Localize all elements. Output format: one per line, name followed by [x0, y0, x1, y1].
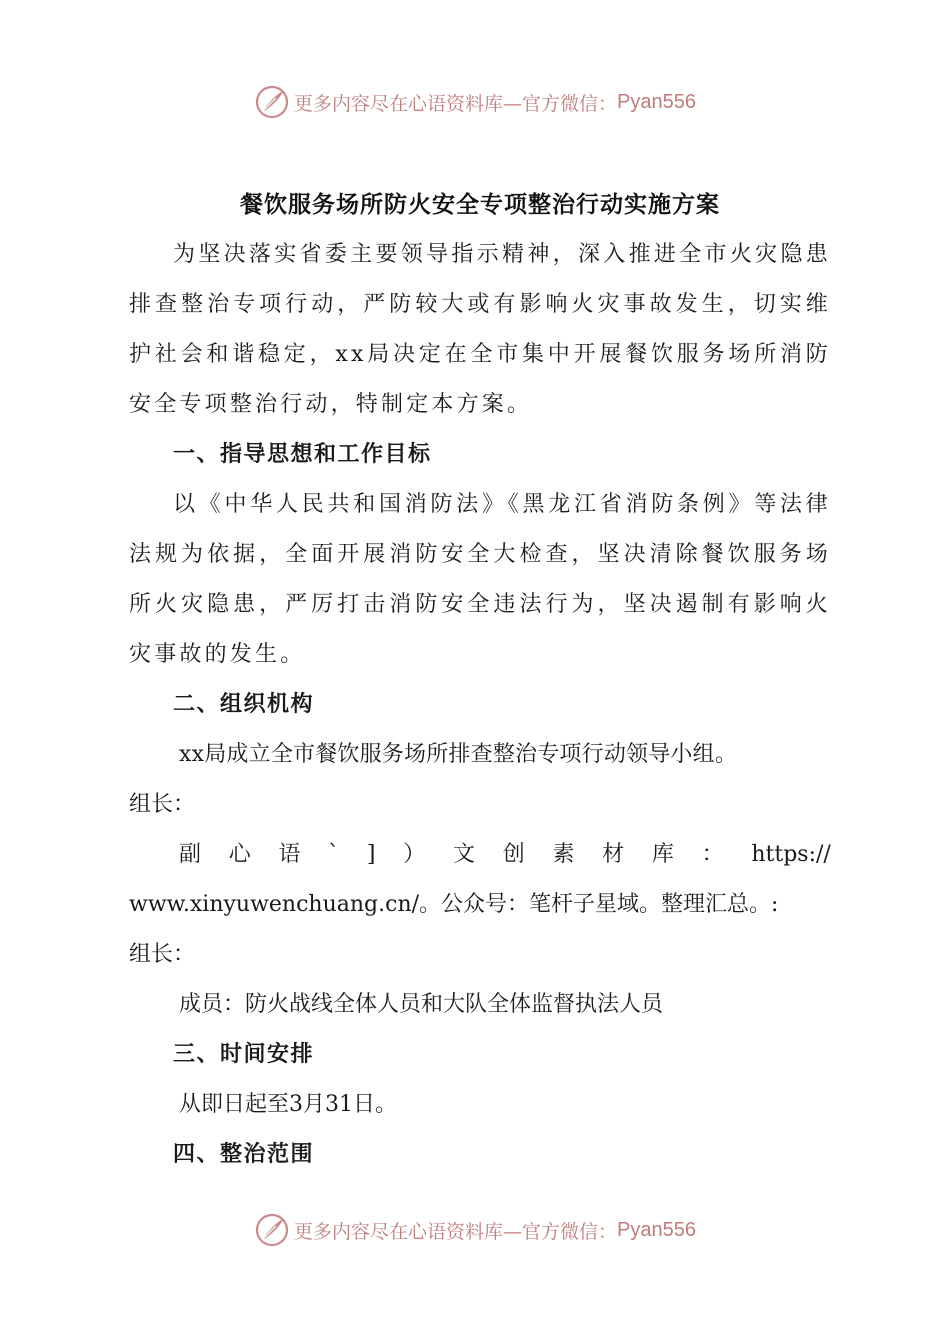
section-body-guiding-ideology: 以《中华人民共和国消防法》《黑龙江省消防条例》等法律法规为依据，全面开展消防安全大检查，坚决清除餐饮服务场所火灾隐患，严厉打击消防安全违法行为，坚决遏制有影响火灾事故的发生。 [129, 492, 831, 667]
watermark-text: 更多内容尽在心语资料库—官方微信： [294, 92, 618, 115]
members-line: 成员：防火战线全体人员和大队全体监督执法人员 [179, 992, 664, 1017]
vice-line-char: ` [328, 842, 340, 867]
watermark-banner-top [0, 80, 950, 124]
section-body-schedule: 从即日起至3月31日。 [179, 1092, 397, 1117]
vice-leader-label: 组长： [129, 942, 196, 967]
vice-line-char: ） [403, 842, 426, 867]
document-title: 餐饮服务场所防火安全专项整治行动实施方案 [240, 192, 720, 218]
feather-pen-logo-icon [254, 84, 290, 120]
section-heading-scope: 四、整治范围 [173, 1142, 315, 1167]
vice-line-char: 素 [552, 842, 575, 867]
vice-line-char: ] [366, 842, 376, 867]
vice-line-char: 语 [278, 842, 301, 867]
vice-line-char: 文 [452, 842, 475, 867]
leader-label: 组长： [129, 792, 196, 817]
vice-line-char: 创 [502, 842, 525, 867]
watermark-text: 更多内容尽在心语资料库—官方微信： [294, 1220, 618, 1243]
section-heading-schedule: 三、时间安排 [173, 1042, 315, 1067]
vice-leader-line-continued: www.xinyuwenchuang.cn/。公众号：笔杆子星域。整理汇总。: [129, 892, 779, 917]
vice-line-char: 库 [651, 842, 674, 867]
vice-line-char: 材 [602, 842, 625, 867]
organization-intro: xx局成立全市餐饮服务场所排查整治专项行动领导小组。 [179, 742, 738, 767]
vice-leader-line [129, 830, 831, 880]
watermark-banner-bottom [0, 1208, 950, 1252]
section-heading-organization: 二、组织机构 [173, 692, 315, 717]
watermark-wechat-id: Pyan556 [617, 90, 696, 113]
feather-pen-logo-icon [254, 1212, 290, 1248]
vice-line-char: ： [701, 842, 724, 867]
watermark-wechat-id: Pyan556 [617, 1218, 696, 1241]
vice-line-char: 心 [228, 842, 251, 867]
intro-paragraph: 为坚决落实省委主要领导指示精神，深入推进全市火灾隐患排查整治专项行动，严防较大或有影响火灾事故发生，切实维护社会和谐稳定，xx局决定在全市集中开展餐饮服务场所消防安全专项整治行动，特制定本方案。 [129, 242, 831, 417]
section-heading-guiding-ideology: 一、指导思想和工作目标 [173, 442, 432, 467]
vice-line-url-start: https:// [751, 842, 831, 867]
vice-line-char: 副 [179, 842, 202, 867]
document-body [129, 180, 831, 1180]
